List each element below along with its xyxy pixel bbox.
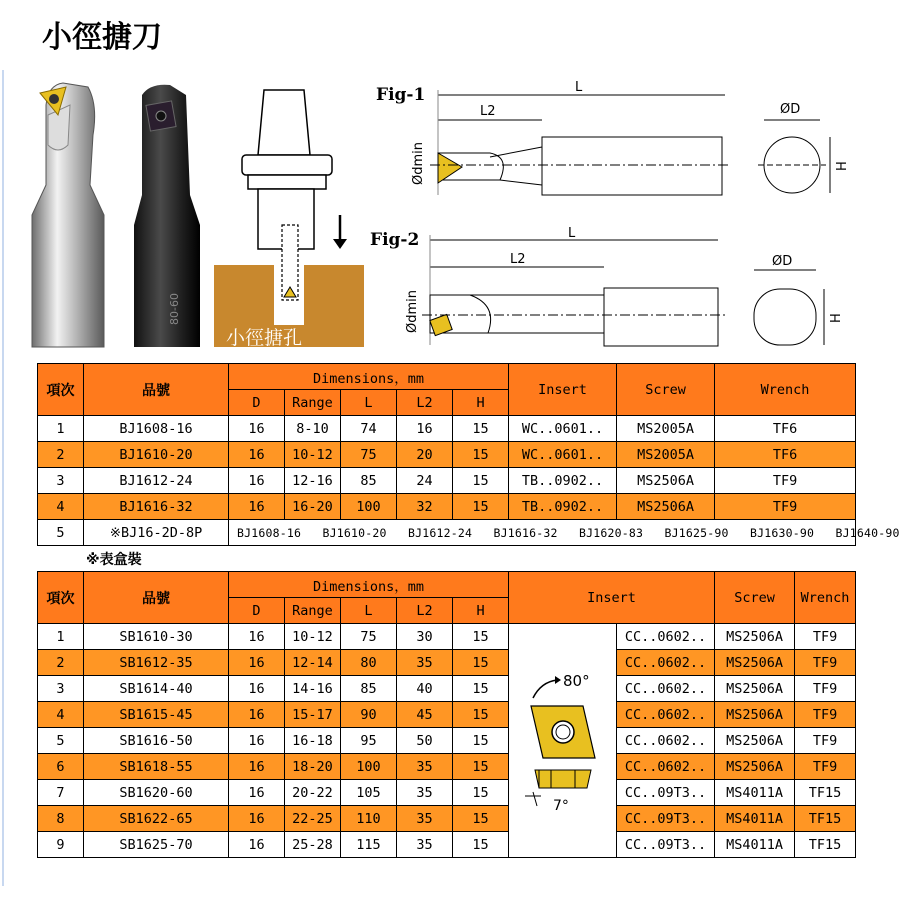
table-cell: 16 [229, 468, 285, 494]
table-cell: BJ1612-24 [84, 468, 229, 494]
table-cell: 7 [38, 780, 84, 806]
table-row [38, 780, 856, 806]
table-cell: ※BJ16-2D-8P [84, 520, 229, 546]
fig2-H: H [829, 313, 844, 323]
table-cell: 5 [38, 520, 84, 546]
header-H: H [453, 598, 509, 624]
table-row [38, 468, 856, 494]
table-cell: 35 [397, 780, 453, 806]
header-wrench: Wrench [795, 572, 856, 624]
table-cell: TB..0902.. [509, 468, 617, 494]
page-title: 小徑搪刀 [42, 20, 162, 55]
table-cell: TF9 [795, 754, 856, 780]
header-insert: Insert [509, 364, 617, 416]
table-cell: 15 [453, 494, 509, 520]
table-cell: 24 [397, 468, 453, 494]
table-cell: 100 [341, 754, 397, 780]
table-cell: SB1622-65 [84, 806, 229, 832]
table-cell: 15 [453, 754, 509, 780]
table-cell: 12-14 [285, 650, 341, 676]
svg-text:80-60: 80-60 [168, 293, 181, 325]
table-cell: 16 [229, 650, 285, 676]
table-sb-series [37, 571, 856, 858]
table-cell: 10-12 [285, 624, 341, 650]
table-row [38, 624, 856, 650]
table-cell: 50 [397, 728, 453, 754]
table-cell: 16 [229, 702, 285, 728]
set-item: BJ1612-24 [408, 525, 473, 540]
table-cell: MS2506A [617, 494, 715, 520]
table-cell: 15 [453, 702, 509, 728]
table-cell: TF9 [795, 650, 856, 676]
table-cell: MS4011A [715, 806, 795, 832]
table-cell: 85 [341, 676, 397, 702]
header-range: Range [285, 390, 341, 416]
table-cell: CC..09T3.. [617, 832, 715, 858]
table-bj-series [37, 363, 900, 546]
table-cell: 16 [229, 754, 285, 780]
table-cell: 15 [453, 468, 509, 494]
table-cell: 30 [397, 624, 453, 650]
table-cell: 45 [397, 702, 453, 728]
silver-boring-bar-photo [18, 75, 116, 347]
table-cell: SB1625-70 [84, 832, 229, 858]
table-cell: MS2506A [715, 676, 795, 702]
table-cell: MS2506A [715, 624, 795, 650]
set-item: BJ1630-90 [750, 525, 815, 540]
table-cell: SB1616-50 [84, 728, 229, 754]
table-cell: TF9 [795, 728, 856, 754]
note-boxed-set: ※表盒裝 [86, 552, 142, 568]
angle-80: 80° [562, 671, 590, 690]
table-cell: 6 [38, 754, 84, 780]
fig2-drawing [370, 225, 890, 355]
table-cell: 35 [397, 832, 453, 858]
table-cell: 105 [341, 780, 397, 806]
table-row [38, 728, 856, 754]
table-cell: 100 [341, 494, 397, 520]
table-cell: 15 [453, 832, 509, 858]
table-cell: MS2506A [715, 728, 795, 754]
fig2-D: ØD [772, 254, 793, 269]
table-cell: 15 [453, 442, 509, 468]
table-cell: 16 [229, 806, 285, 832]
table-cell: 3 [38, 468, 84, 494]
left-border-line [2, 70, 4, 886]
header-dimensions: Dimensions，mm [229, 364, 509, 390]
table-cell: 74 [341, 416, 397, 442]
fig2-L: L [568, 226, 576, 241]
header-L2: L2 [397, 390, 453, 416]
table-cell: CC..0602.. [617, 702, 715, 728]
table-cell: 15 [453, 780, 509, 806]
table-cell: 4 [38, 494, 84, 520]
table-cell: BJ1610-20 [84, 442, 229, 468]
header-model: 品號 [84, 572, 229, 624]
set-item: BJ1608-16 [237, 525, 302, 540]
table-cell: BJ1616-32 [84, 494, 229, 520]
table-cell: TF9 [795, 676, 856, 702]
angle-7: 7° [552, 797, 569, 814]
table-cell: 20 [397, 442, 453, 468]
table-row [38, 832, 856, 858]
table-cell: MS4011A [715, 780, 795, 806]
table-cell: 35 [397, 650, 453, 676]
fig1-H: H [835, 161, 850, 171]
black-boring-bar-photo [120, 75, 210, 347]
table-cell: TF9 [795, 702, 856, 728]
table-cell: 2 [38, 442, 84, 468]
table-row [38, 702, 856, 728]
table-cell: 75 [341, 624, 397, 650]
fig2-dmin: Ødmin [405, 290, 420, 333]
table-cell: 12-16 [285, 468, 341, 494]
table-cell: 5 [38, 728, 84, 754]
table-cell: 35 [397, 806, 453, 832]
header-L: L [341, 598, 397, 624]
table-cell: 8 [38, 806, 84, 832]
table-cell: 4 [38, 702, 84, 728]
table-cell: 115 [341, 832, 397, 858]
header-item: 項次 [38, 572, 84, 624]
table-row [38, 806, 856, 832]
table-cell: 75 [341, 442, 397, 468]
table-cell: 15-17 [285, 702, 341, 728]
table-cell: 18-20 [285, 754, 341, 780]
fig1-D: ØD [780, 102, 801, 117]
table-cell: 40 [397, 676, 453, 702]
table-cell: SB1612-35 [84, 650, 229, 676]
table-cell: MS2005A [617, 442, 715, 468]
fig1-L2: L2 [480, 104, 496, 119]
header-H: H [453, 390, 509, 416]
fig1-drawing [370, 75, 890, 215]
table-cell: 16 [229, 494, 285, 520]
fig2-L2: L2 [510, 252, 526, 267]
header-screw: Screw [715, 572, 795, 624]
set-item: BJ1610-20 [322, 525, 387, 540]
table-cell: TB..0902.. [509, 494, 617, 520]
header-model: 品號 [84, 364, 229, 416]
table-cell: TF6 [715, 442, 856, 468]
table-cell: SB1614-40 [84, 676, 229, 702]
table-cell: 16 [397, 416, 453, 442]
table-cell: CC..0602.. [617, 728, 715, 754]
set-item: BJ1616-32 [493, 525, 558, 540]
table-cell: 15 [453, 650, 509, 676]
table-cell: 14-16 [285, 676, 341, 702]
table-cell: 85 [341, 468, 397, 494]
set-item: BJ1640-90 [835, 525, 900, 540]
header-range: Range [285, 598, 341, 624]
table-cell: 1 [38, 624, 84, 650]
table-cell: 15 [453, 416, 509, 442]
table-cell: SB1615-45 [84, 702, 229, 728]
table-cell: 110 [341, 806, 397, 832]
table-cell: 9 [38, 832, 84, 858]
table-cell: CC..0602.. [617, 624, 715, 650]
header-D: D [229, 390, 285, 416]
table-cell: CC..09T3.. [617, 806, 715, 832]
table-cell: 95 [341, 728, 397, 754]
table-cell: 80 [341, 650, 397, 676]
header-dimensions: Dimensions，mm [229, 572, 509, 598]
table-cell: 8-10 [285, 416, 341, 442]
table-cell: 16 [229, 728, 285, 754]
table-cell: SB1620-60 [84, 780, 229, 806]
header-screw: Screw [617, 364, 715, 416]
table-cell: 16 [229, 832, 285, 858]
table-cell: 35 [397, 754, 453, 780]
fig1-dmin: Ødmin [411, 142, 426, 185]
table-cell: TF15 [795, 780, 856, 806]
table-cell: CC..0602.. [617, 676, 715, 702]
insert-diagram [511, 664, 615, 814]
table-cell: MS2005A [617, 416, 715, 442]
table-cell: WC..0601.. [509, 442, 617, 468]
table-row [38, 494, 856, 520]
table-row [38, 650, 856, 676]
table-cell: BJ1608-16 [84, 416, 229, 442]
table-cell: CC..0602.. [617, 754, 715, 780]
header-D: D [229, 598, 285, 624]
table-cell: SB1610-30 [84, 624, 229, 650]
table-cell: 16 [229, 416, 285, 442]
set-item: BJ1625-90 [664, 525, 729, 540]
table-cell: TF6 [715, 416, 856, 442]
table-cell: WC..0601.. [509, 416, 617, 442]
table-cell: 10-12 [285, 442, 341, 468]
header-wrench: Wrench [715, 364, 856, 416]
table-cell [229, 520, 900, 546]
fig1-L: L [575, 80, 583, 95]
table-cell: TF9 [715, 494, 856, 520]
table-cell: 90 [341, 702, 397, 728]
table-cell: 20-22 [285, 780, 341, 806]
table-cell: TF9 [795, 624, 856, 650]
table-row [38, 676, 856, 702]
header-L2: L2 [397, 598, 453, 624]
table-cell: SB1618-55 [84, 754, 229, 780]
table-cell: MS4011A [715, 832, 795, 858]
header-insert: Insert [509, 572, 715, 624]
set-item: BJ1620-83 [579, 525, 644, 540]
table-cell: MS2506A [617, 468, 715, 494]
table-cell: 15 [453, 728, 509, 754]
insert-diagram-cell [509, 624, 617, 858]
table-cell: CC..09T3.. [617, 780, 715, 806]
table-cell: 16-20 [285, 494, 341, 520]
header-item: 項次 [38, 364, 84, 416]
boring-illustration [214, 75, 364, 347]
table-cell: MS2506A [715, 702, 795, 728]
hole-label: 小徑搪孔 [226, 327, 303, 349]
table-cell: 15 [453, 624, 509, 650]
table-cell: 16 [229, 442, 285, 468]
table-cell: 32 [397, 494, 453, 520]
table-cell: 2 [38, 650, 84, 676]
table-cell: 15 [453, 806, 509, 832]
table-cell: 16 [229, 624, 285, 650]
table-cell: 22-25 [285, 806, 341, 832]
set-row [38, 520, 856, 546]
fig2-label: Fig-2 [370, 230, 420, 250]
table-cell: 25-28 [285, 832, 341, 858]
table-cell: TF9 [715, 468, 856, 494]
table-cell: 16 [229, 676, 285, 702]
table-cell: MS2506A [715, 754, 795, 780]
fig1-label: Fig-1 [376, 85, 426, 105]
table-cell: TF15 [795, 806, 856, 832]
table-row [38, 416, 856, 442]
table-cell: CC..0602.. [617, 650, 715, 676]
table-cell: 15 [453, 676, 509, 702]
table-cell: 16 [229, 780, 285, 806]
table-cell: 1 [38, 416, 84, 442]
table-row [38, 442, 856, 468]
table-cell: 16-18 [285, 728, 341, 754]
table-cell: 3 [38, 676, 84, 702]
table-row [38, 754, 856, 780]
table-cell: MS2506A [715, 650, 795, 676]
table-cell: TF15 [795, 832, 856, 858]
header-L: L [341, 390, 397, 416]
